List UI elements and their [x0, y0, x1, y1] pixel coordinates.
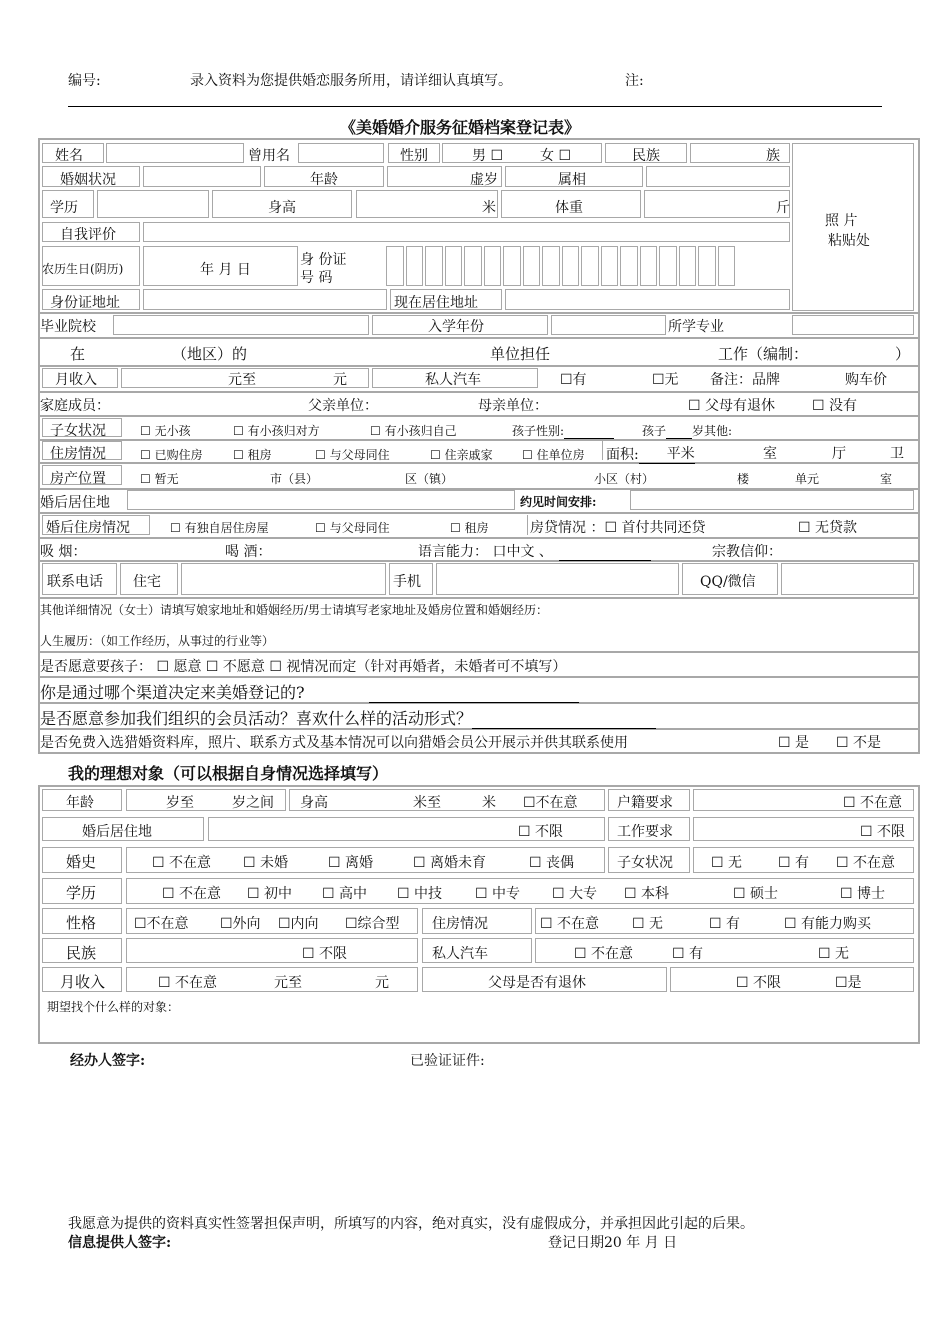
self-eval-input[interactable]	[143, 222, 790, 242]
photo-label-2: 粘贴处	[828, 233, 870, 249]
form-title: 《美婚婚介服务征婚档案登记表》	[340, 118, 581, 137]
child-gender-label	[512, 422, 614, 439]
database-question: 是否免费入选猎婚资料库，照片、联系方式及基本情况可以向猎婚会员公开展示并供其联系使用	[40, 735, 628, 751]
id-digit-box[interactable]	[464, 246, 482, 286]
ideal-car-none-checkbox[interactable]: ☐ 无	[818, 946, 850, 962]
loan-checkbox[interactable]: 房贷情况 ：☐ 首付共同还贷	[530, 520, 706, 536]
parents-no-retire-checkbox[interactable]: ☐ 没有	[812, 398, 858, 414]
ideal-ethnic-input[interactable]	[126, 938, 418, 963]
name-input[interactable]	[106, 143, 244, 163]
qq-input[interactable]	[781, 563, 914, 595]
ideal-kids-have-checkbox[interactable]: ☐ 有	[778, 855, 810, 871]
car-remark: 备注：品牌	[710, 372, 780, 388]
housing-sqm: 平米	[667, 443, 695, 464]
ideal-edu-college-checkbox[interactable]: ☐ 大专	[552, 886, 598, 902]
declaration-text: 我愿意为提供的资料真实性签署担保声明，所填写的内容，绝对真实，没有虚假成分，并承担因此引起的后果。	[68, 1216, 754, 1232]
resume-label: 人生履历：（如工作经历，从事过的行业等）	[40, 634, 275, 648]
height-input[interactable]	[356, 190, 498, 218]
ideal-parents-yes-checkbox[interactable]: ☐是	[835, 975, 862, 991]
id-digit-box[interactable]	[386, 246, 404, 286]
ideal-hist-single-checkbox[interactable]: ☐ 未婚	[243, 855, 289, 871]
weight-label: 体重	[555, 200, 583, 216]
id-digit-box[interactable]	[542, 246, 560, 286]
child-age-text: 孩子	[642, 424, 667, 438]
ideal-residence-label: 婚后居住地	[82, 824, 152, 840]
child-other-text: 岁其他:	[692, 424, 733, 438]
car-price: 购车价	[845, 372, 887, 388]
database-no-checkbox[interactable]: ☐ 不是	[836, 735, 882, 751]
housing-bath: 卫	[890, 446, 904, 462]
work-close: ）	[895, 345, 911, 363]
id-number-label-2: 号 码	[300, 270, 333, 286]
work-region: （地区）的	[172, 345, 248, 363]
enroll-year-input[interactable]	[551, 315, 666, 335]
after-housing-parents-checkbox[interactable]: ☐ 与父母同住	[315, 521, 390, 535]
former-name-label: 曾用名	[248, 148, 290, 164]
agent-signature-label: 经办人签字:	[70, 1053, 146, 1069]
row-separator	[38, 512, 918, 514]
notice-text: 录入资料为您提供婚恋服务所用，请详细认真填写。	[190, 73, 512, 89]
mother-unit-label: 母亲单位：	[478, 398, 548, 414]
male-checkbox[interactable]: 男 ☐	[472, 148, 504, 164]
housing-label: 住房情况	[50, 446, 106, 462]
name-label: 姓名	[55, 148, 83, 164]
contact-label: 联系电话	[47, 574, 103, 590]
school-label: 毕业院校	[40, 319, 96, 335]
ideal-edu-vocational-checkbox[interactable]: ☐ 中专	[475, 886, 521, 902]
location-district: 区（镇）	[405, 472, 454, 486]
child-with-self-checkbox[interactable]: ☐ 有小孩归自己	[370, 424, 457, 438]
ideal-pers-any-checkbox[interactable]: ☐不在意	[134, 916, 189, 932]
mi-label: 米	[482, 200, 496, 216]
smoke-label: 吸 烟：	[40, 544, 87, 560]
zodiac-label: 属相	[558, 172, 586, 188]
ideal-edu-bachelor-checkbox[interactable]: ☐ 本科	[624, 886, 670, 902]
ideal-height-mi: 米	[482, 795, 496, 811]
location-unit: 单元	[795, 472, 820, 486]
gender-cell	[442, 143, 602, 163]
language-text: 语言能力： 口中文 、	[418, 544, 553, 560]
row-separator	[38, 537, 918, 539]
location-community: 小区（村）	[594, 472, 655, 486]
ideal-income-yuan: 元	[375, 975, 389, 991]
ideal-height-from: 米至	[413, 795, 441, 811]
row-separator	[38, 337, 918, 339]
language-blank[interactable]	[559, 544, 651, 561]
activity-text: 是否愿意参加我们组织的会员活动？喜欢什么样的活动形式？	[40, 709, 473, 728]
photo-label: 照 片	[825, 213, 858, 229]
income-label: 月收入	[55, 372, 97, 388]
ideal-kids-any-checkbox[interactable]: ☐ 不在意	[836, 855, 896, 871]
ideal-age-label: 年龄	[66, 795, 94, 811]
registration-date: 登记日期20 年 月 日	[548, 1235, 678, 1251]
parents-retire-checkbox[interactable]: ☐ 父母有退休	[688, 398, 776, 414]
ideal-hist-widowed-checkbox[interactable]: ☐ 丧偶	[529, 855, 575, 871]
age-label: 年龄	[310, 172, 338, 188]
id-digit-box[interactable]	[484, 246, 502, 286]
housing-area-blank[interactable]	[639, 447, 667, 464]
former-name-input[interactable]	[298, 143, 384, 163]
cell-divider	[602, 441, 603, 460]
father-unit-label: 父亲单位：	[308, 398, 378, 414]
school-input[interactable]	[113, 315, 369, 335]
ideal-edu-master-checkbox[interactable]: ☐ 硕士	[733, 886, 779, 902]
id-digit-box[interactable]	[620, 246, 638, 286]
ideal-ethnic-any-checkbox[interactable]: ☐ 不限	[302, 946, 348, 962]
education-label: 学历	[50, 200, 78, 216]
ideal-income-from: 元至	[274, 975, 302, 991]
other-details-label: 其他详细情况（女士）请填写娘家地址和婚姻经历/男士请填写老家地址及婚房位置和婚姻经历：	[40, 603, 549, 617]
ideal-car-any-checkbox[interactable]: ☐ 不在意	[574, 946, 634, 962]
work-job: 工作（编制：	[718, 345, 809, 363]
car-none-checkbox[interactable]: ☐无	[652, 372, 679, 388]
ideal-hist-div-nokid-checkbox[interactable]: ☐ 离婚未育	[413, 855, 487, 871]
ideal-car-label: 私人汽车	[432, 946, 488, 962]
no-loan-checkbox[interactable]: ☐ 无贷款	[798, 520, 858, 536]
id-digit-box[interactable]	[718, 246, 736, 286]
birthday-label: 农历生日(阴历)	[42, 262, 124, 276]
housing-relatives-checkbox[interactable]: ☐ 住亲戚家	[430, 448, 493, 462]
after-marriage-label: 婚后居住地	[40, 495, 110, 511]
ideal-house-able-checkbox[interactable]: ☐ 有能力购买	[784, 916, 872, 932]
child-gender-blank[interactable]	[564, 424, 614, 439]
id-digit-box[interactable]	[503, 246, 521, 286]
gender-label: 性别	[400, 148, 428, 164]
location-none-checkbox[interactable]: ☐ 暂无	[140, 472, 179, 486]
ideal-hist-divorced-checkbox[interactable]: ☐ 离婚	[328, 855, 374, 871]
after-housing-own-checkbox[interactable]: ☐ 有独自居住房屋	[170, 521, 269, 535]
child-gender-text: 孩子性别:	[512, 424, 565, 438]
ideal-pers-mix-checkbox[interactable]: ☐综合型	[345, 916, 400, 932]
child-with-other-checkbox[interactable]: ☐ 有小孩归对方	[233, 424, 320, 438]
education-input[interactable]	[97, 190, 209, 218]
ideal-income-label: 月收入	[60, 973, 106, 991]
car-have-checkbox[interactable]: ☐有	[560, 372, 587, 388]
row-separator	[38, 365, 918, 367]
current-address-label: 现在居住地址	[394, 295, 478, 311]
id-digit-box[interactable]	[698, 246, 716, 286]
id-digit-box[interactable]	[679, 246, 697, 286]
location-label: 房产位置	[50, 471, 106, 487]
row-separator	[38, 312, 918, 314]
ideal-edu-high-checkbox[interactable]: ☐ 高中	[322, 886, 368, 902]
id-digit-box[interactable]	[562, 246, 580, 286]
housing-area-text: 面积:	[606, 447, 639, 463]
channel-text: 你是通过哪个渠道决定来美婚登记的?	[40, 683, 305, 702]
work-unit: 单位担任	[490, 345, 551, 363]
row-separator	[38, 676, 918, 678]
channel-blank[interactable]	[369, 683, 579, 703]
location-room: 室	[880, 472, 893, 486]
ideal-height-label: 身高	[300, 795, 328, 811]
major-label: 所学专业	[668, 319, 724, 335]
id-digit-box[interactable]	[601, 246, 619, 286]
ideal-expect-input[interactable]	[42, 996, 914, 1036]
marital-input[interactable]	[143, 166, 261, 187]
language-label	[418, 541, 651, 561]
major-input[interactable]	[792, 315, 914, 335]
id-address-label: 身份证地址	[50, 295, 120, 311]
ideal-income-any-checkbox[interactable]: ☐ 不在意	[158, 975, 218, 991]
ideal-edu-middle-checkbox[interactable]: ☐ 初中	[247, 886, 293, 902]
header-divider	[68, 106, 882, 107]
ideal-kids-none-checkbox[interactable]: ☐ 无	[711, 855, 743, 871]
meet-time-label: 约见时间安排:	[520, 495, 597, 509]
ideal-hukou-label: 户籍要求	[617, 795, 673, 811]
housing-unit-checkbox[interactable]: ☐ 住单位房	[522, 448, 585, 462]
ideal-car-have-checkbox[interactable]: ☐ 有	[672, 946, 704, 962]
location-city: 市（县）	[270, 472, 319, 486]
family-label: 家庭成员：	[40, 398, 110, 414]
cell-divider	[527, 515, 528, 535]
ideal-residence-any-checkbox[interactable]: ☐ 不限	[518, 824, 564, 840]
ideal-house-label: 住房情况	[432, 916, 488, 932]
mobile-input[interactable]	[436, 563, 679, 595]
ideal-parents-any-checkbox[interactable]: ☐ 不限	[736, 975, 782, 991]
ethnicity-label: 民族	[632, 148, 660, 164]
ideal-edu-any-checkbox[interactable]: ☐ 不在意	[162, 886, 222, 902]
id-digit-box[interactable]	[406, 246, 424, 286]
income-yuan-to: 元至	[228, 372, 256, 388]
verified-id-label: 已验证证件:	[410, 1053, 485, 1069]
ideal-pers-in-checkbox[interactable]: ☐内向	[278, 916, 319, 932]
enroll-year-label: 入学年份	[428, 319, 484, 335]
after-marriage-input[interactable]	[127, 490, 515, 510]
birthday-ymd: 年 月 日	[200, 262, 251, 278]
ideal-parents-label: 父母是否有退休	[488, 975, 586, 991]
ideal-history-label: 婚史	[66, 853, 97, 871]
mobile-label: 手机	[393, 574, 421, 590]
ideal-age-to: 岁之间	[232, 795, 274, 811]
id-digit-box[interactable]	[425, 246, 443, 286]
housing-rent-checkbox[interactable]: ☐ 租房	[233, 448, 272, 462]
ideal-kids-label: 子女状况	[617, 855, 673, 871]
ideal-expect-label: 期望找个什么样的对象：	[47, 1000, 180, 1014]
provider-signature-label: 信息提供人签字:	[68, 1235, 172, 1251]
ideal-house-have-checkbox[interactable]: ☐ 有	[709, 916, 741, 932]
children-label: 子女状况	[50, 423, 106, 439]
ideal-job-any-checkbox[interactable]: ☐ 不限	[860, 824, 906, 840]
ideal-house-any-checkbox[interactable]: ☐ 不在意	[540, 916, 600, 932]
zu-label: 族	[766, 148, 780, 164]
home-phone-input[interactable]	[181, 563, 386, 595]
income-yuan: 元	[333, 372, 347, 388]
ideal-house-none-checkbox[interactable]: ☐ 无	[632, 916, 664, 932]
ideal-job-label: 工作要求	[617, 824, 673, 840]
row-separator	[38, 651, 918, 653]
ideal-height-any-checkbox[interactable]: ☐不在意	[523, 795, 578, 811]
child-age-label	[642, 422, 732, 439]
after-housing-rent-checkbox[interactable]: ☐ 租房	[450, 521, 489, 535]
religion-label: 宗教信仰：	[712, 544, 782, 560]
ideal-personality-label: 性格	[66, 914, 97, 932]
housing-room: 室	[763, 446, 777, 462]
housing-bought-checkbox[interactable]: ☐ 已购住房	[140, 448, 203, 462]
id-digit-box[interactable]	[523, 246, 541, 286]
number-label: 编号:	[68, 73, 101, 89]
row-separator	[38, 415, 918, 417]
meet-time-input[interactable]	[630, 490, 914, 510]
drink-label: 喝 酒：	[225, 544, 272, 560]
note-label: 注:	[625, 73, 644, 89]
channel-question	[40, 680, 579, 703]
id-digit-box[interactable]	[659, 246, 677, 286]
ideal-hukou-any-checkbox[interactable]: ☐ 不在意	[843, 795, 903, 811]
ideal-age-from: 岁至	[166, 795, 194, 811]
ideal-edu-phd-checkbox[interactable]: ☐ 博士	[840, 886, 886, 902]
home-phone-label: 住宅	[133, 574, 161, 590]
ideal-edu-label: 学历	[66, 884, 97, 902]
activity-question	[40, 706, 656, 729]
database-yes-checkbox[interactable]: ☐ 是	[778, 735, 810, 751]
ideal-pers-out-checkbox[interactable]: ☐外向	[220, 916, 261, 932]
marital-label: 婚姻状况	[60, 172, 116, 188]
qq-label: QQ/微信	[700, 574, 756, 590]
xusui-label: 虚岁	[470, 172, 498, 188]
ideal-section-title: 我的理想对象（可以根据自身情况选择填写）	[68, 764, 389, 783]
housing-area	[606, 443, 695, 464]
id-digit-box[interactable]	[581, 246, 599, 286]
location-building: 楼	[737, 472, 750, 486]
self-eval-label: 自我评价	[60, 227, 116, 243]
row-separator	[38, 597, 918, 599]
no-child-checkbox[interactable]: ☐ 无小孩	[140, 424, 191, 438]
ideal-edu-tech-checkbox[interactable]: ☐ 中技	[397, 886, 443, 902]
id-number-label: 身 份证	[300, 252, 347, 268]
female-checkbox[interactable]: 女 ☐	[540, 148, 572, 164]
id-digit-box[interactable]	[640, 246, 658, 286]
id-address-input[interactable]	[143, 289, 387, 310]
child-age-blank[interactable]	[666, 424, 692, 439]
car-label: 私人汽车	[425, 372, 481, 388]
jin-label: 斤	[776, 200, 790, 216]
ideal-parents-cell	[670, 967, 914, 992]
want-children-question[interactable]: 是否愿意要孩子： ☐ 愿意 ☐ 不愿意 ☐ 视情况而定（针对再婚者，未婚者可不填写）	[40, 659, 567, 675]
id-digit-box[interactable]	[445, 246, 463, 286]
height-label: 身高	[268, 200, 296, 216]
weight-input[interactable]	[644, 190, 790, 218]
row-separator	[38, 391, 918, 393]
current-address-input[interactable]	[505, 289, 790, 310]
after-housing-label: 婚后住房情况	[46, 520, 130, 536]
housing-hall: 厅	[832, 446, 846, 462]
ideal-hist-any-checkbox[interactable]: ☐ 不在意	[152, 855, 212, 871]
work-zai: 在	[70, 345, 86, 363]
row-separator	[38, 439, 918, 441]
housing-parents-checkbox[interactable]: ☐ 与父母同住	[315, 448, 390, 462]
zodiac-input[interactable]	[646, 166, 790, 187]
activity-blank[interactable]	[472, 709, 656, 729]
ideal-ethnic-label: 民族	[66, 944, 97, 962]
